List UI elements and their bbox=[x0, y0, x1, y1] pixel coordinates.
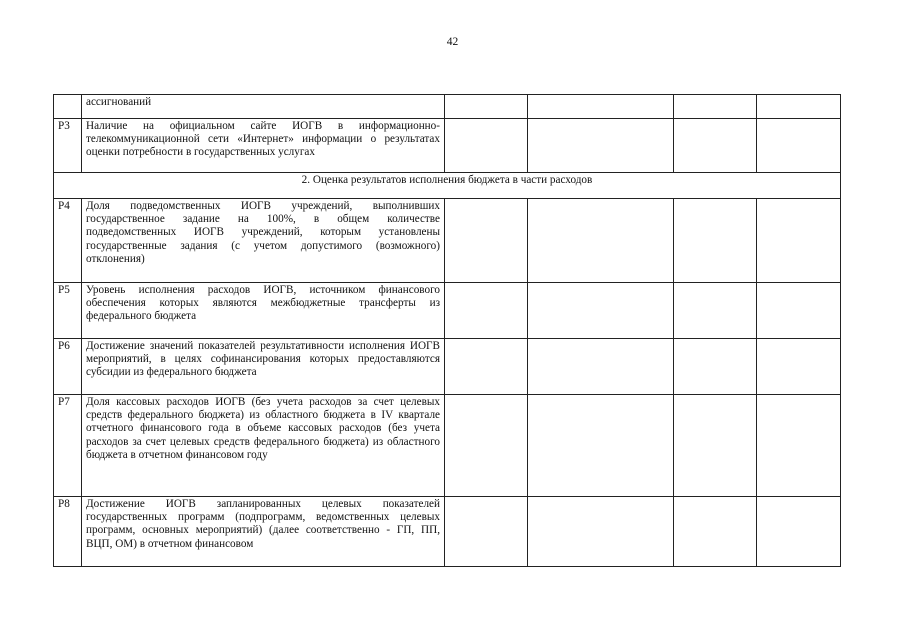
section-heading: 2. Оценка результатов исполнения бюджета в части расходов bbox=[54, 173, 841, 199]
value-cell bbox=[445, 199, 528, 283]
value-cell bbox=[757, 119, 841, 173]
row-code: Р7 bbox=[54, 395, 82, 497]
row-code: Р4 bbox=[54, 199, 82, 283]
value-cell bbox=[445, 339, 528, 395]
row-description: Достижение значений показателей результативности исполнения ИОГВ мероприятий, в целях софинансирования которых предоставляются субсидии из федерального бюджета bbox=[82, 339, 445, 395]
section-row bbox=[54, 173, 841, 199]
value-cell bbox=[445, 283, 528, 339]
table-row-continuation bbox=[54, 95, 841, 119]
value-cell bbox=[445, 95, 528, 119]
value-cell bbox=[757, 283, 841, 339]
value-cell bbox=[757, 339, 841, 395]
table-row-r5 bbox=[54, 283, 841, 339]
table-row-r7 bbox=[54, 395, 841, 497]
row-code: Р8 bbox=[54, 497, 82, 567]
value-cell bbox=[528, 339, 674, 395]
table-row-r6 bbox=[54, 339, 841, 395]
value-cell bbox=[674, 199, 757, 283]
row-code: Р3 bbox=[54, 119, 82, 173]
value-cell bbox=[528, 95, 674, 119]
value-cell bbox=[674, 497, 757, 567]
row-description: Наличие на официальном сайте ИОГВ в информационно-телекоммуникационной сети «Интернет» информации о результатах оценки потребности в государственных услугах bbox=[82, 119, 445, 173]
value-cell bbox=[528, 119, 674, 173]
value-cell bbox=[445, 119, 528, 173]
table-row-r8 bbox=[54, 497, 841, 567]
value-cell bbox=[757, 497, 841, 567]
page-number: 42 bbox=[446, 36, 459, 48]
value-cell bbox=[674, 395, 757, 497]
value-cell bbox=[528, 283, 674, 339]
value-cell bbox=[757, 95, 841, 119]
value-cell bbox=[757, 395, 841, 497]
row-description: Доля подведомственных ИОГВ учреждений, выполнивших государственное задание на 100%, в общем количестве подведомственных ИОГВ учреждений, которым установлены государственные задания (с учетом допустимого (возможного) отклонения) bbox=[82, 199, 445, 283]
value-cell bbox=[528, 199, 674, 283]
value-cell bbox=[757, 199, 841, 283]
row-description: Достижение ИОГВ запланированных целевых показателей государственных программ (подпрограмм, ведомственных целевых программ, основных мероприятий) (далее соответственно - ГП, ПП, ВЦП, ОМ) в отчетном финансовом bbox=[82, 497, 445, 567]
value-cell bbox=[674, 119, 757, 173]
row-description: ассигнований bbox=[82, 95, 445, 119]
value-cell bbox=[674, 95, 757, 119]
value-cell bbox=[445, 395, 528, 497]
value-cell bbox=[674, 283, 757, 339]
table-row-r4 bbox=[54, 199, 841, 283]
row-code: Р6 bbox=[54, 339, 82, 395]
value-cell bbox=[528, 497, 674, 567]
indicator-table bbox=[53, 94, 841, 567]
row-code: Р5 bbox=[54, 283, 82, 339]
table-row-r3 bbox=[54, 119, 841, 173]
row-description: Уровень исполнения расходов ИОГВ, источником финансового обеспечения которых являются межбюджетные трансферты из федерального бюджета bbox=[82, 283, 445, 339]
value-cell bbox=[528, 395, 674, 497]
row-code bbox=[54, 95, 82, 119]
value-cell bbox=[674, 339, 757, 395]
row-description: Доля кассовых расходов ИОГВ (без учета расходов за счет целевых средств федерального бюджета) из областного бюджета в IV квартале отчетного финансового года в объеме кассовых расходов (без учета расходов за счет целевых средств федерального бюджета) из областного бюджета в отчетном финансовом году bbox=[82, 395, 445, 497]
value-cell bbox=[445, 497, 528, 567]
